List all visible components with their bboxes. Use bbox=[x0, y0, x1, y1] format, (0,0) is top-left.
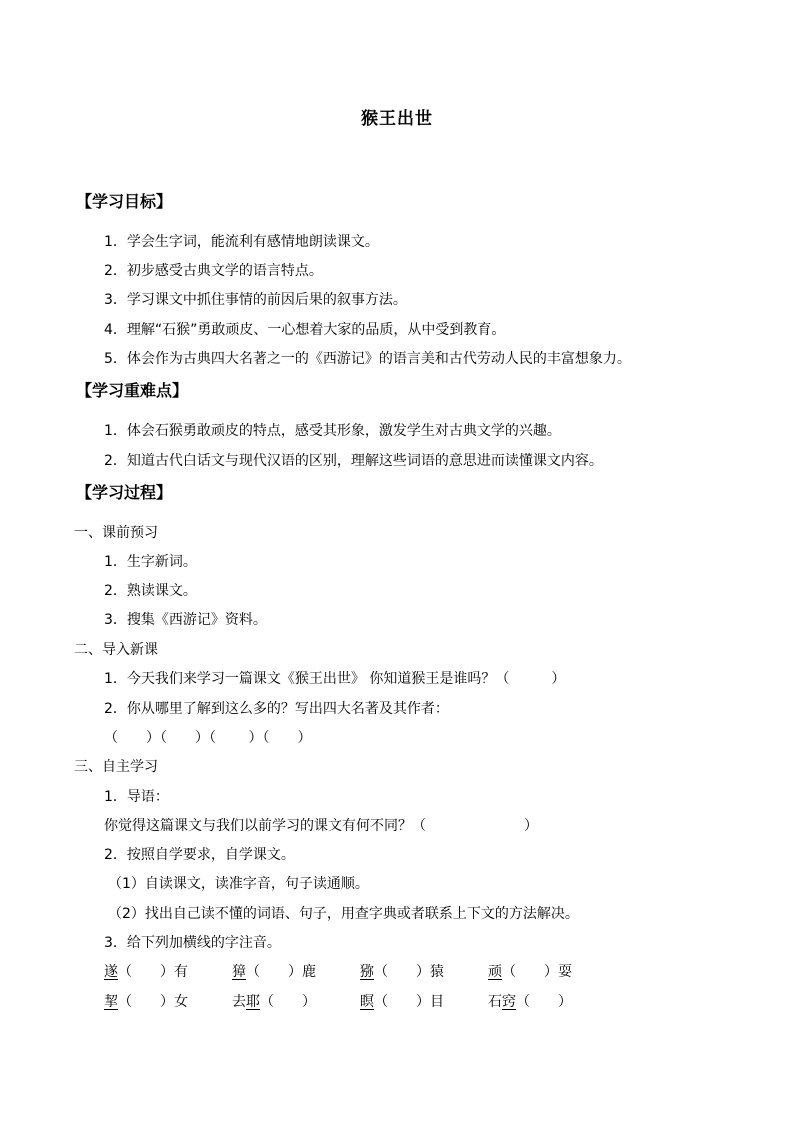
self-study-step-1: 1．导语： bbox=[104, 789, 169, 805]
intro-question-1: 1．今天我们来学习一篇课文《猴王出世》 你知道猴王是谁吗？（ ） bbox=[104, 671, 566, 687]
underlined-char: 挈 bbox=[104, 994, 118, 1010]
underlined-char: 遂 bbox=[104, 964, 118, 980]
preview-section-title: 一、课前预习 bbox=[74, 525, 158, 541]
underlined-char: 顽 bbox=[488, 964, 502, 980]
self-study-step-2: 2．按照自学要求，自学课文。 bbox=[104, 847, 295, 863]
pinyin-word: 瞑（ ）目 bbox=[360, 994, 444, 1010]
intro-answer-blanks: （ ）（ ）（ ）（ ） bbox=[104, 730, 312, 746]
pinyin-word: 獐（ ）鹿 bbox=[232, 964, 316, 980]
pinyin-word: 顽（ ）耍 bbox=[488, 964, 572, 980]
underlined-char: 窍 bbox=[502, 994, 516, 1010]
difficulty-item: 1．体会石猴勇敢顽皮的特点，感受其形象，激发学生对古典文学的兴趣。 bbox=[104, 423, 561, 439]
difficulty-item: 2．知道古代白话文与现代汉语的区别，理解这些词语的意思进而读懂课文内容。 bbox=[104, 453, 603, 469]
self-study-step-3: 3．给下列加横线的字注音。 bbox=[104, 935, 281, 951]
underlined-char: 耶 bbox=[246, 994, 260, 1010]
goal-item: 1．学会生字词，能流利有感情地朗读课文。 bbox=[104, 234, 379, 250]
intro-section-title: 二、导入新课 bbox=[74, 642, 158, 658]
pinyin-word: 猕（ ）猿 bbox=[360, 964, 444, 980]
goals-heading: 【学习目标】 bbox=[76, 192, 173, 211]
preview-item: 2．熟读课文。 bbox=[104, 583, 197, 599]
underlined-char: 獐 bbox=[232, 964, 246, 980]
preview-item: 1．生字新词。 bbox=[104, 554, 197, 570]
intro-question-2: 2．你从哪里了解到这么多的？写出四大名著及其作者： bbox=[104, 701, 449, 717]
pinyin-word: 去耶（ ） bbox=[232, 994, 316, 1010]
self-study-step-2b: （2）找出自己读不懂的词语、句子，用查字典或者联系上下文的方法解决。 bbox=[108, 906, 579, 922]
pinyin-word: 遂（ ）有 bbox=[104, 964, 188, 980]
pinyin-word: 挈（ ）女 bbox=[104, 994, 188, 1010]
goal-item: 2．初步感受古典文学的语言特点。 bbox=[104, 263, 323, 279]
goal-item: 4．理解“石猴”勇敢顽皮、一心想着大家的品质，从中受到教育。 bbox=[104, 322, 506, 338]
self-study-step-2a: （1）自读课文，读准字音，句子读通顺。 bbox=[108, 876, 369, 892]
preview-item: 3．搜集《西游记》资料。 bbox=[104, 612, 267, 628]
page-title: 猴王出世 bbox=[361, 109, 433, 129]
underlined-char: 猕 bbox=[360, 964, 374, 980]
process-heading: 【学习过程】 bbox=[76, 483, 173, 502]
goal-item: 5．体会作为古典四大名著之一的《西游记》的语言美和古代劳动人民的丰富想象力。 bbox=[104, 351, 631, 367]
underlined-char: 瞑 bbox=[360, 994, 374, 1010]
pinyin-word: 石窍（ ） bbox=[488, 994, 572, 1010]
self-study-question: 你觉得这篇课文与我们以前学习的课文有何不同？（ ） bbox=[104, 818, 538, 834]
goal-item: 3．学习课文中抓住事情的前因后果的叙事方法。 bbox=[104, 292, 407, 308]
difficulties-heading: 【学习重难点】 bbox=[76, 381, 189, 400]
self-study-section-title: 三、自主学习 bbox=[74, 759, 158, 775]
